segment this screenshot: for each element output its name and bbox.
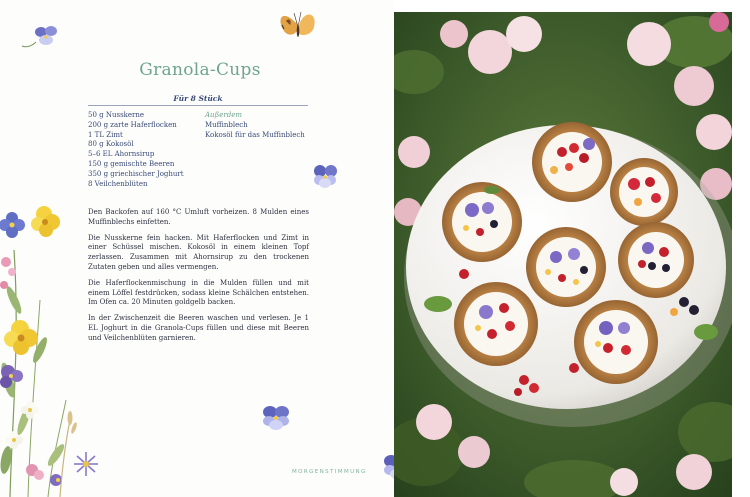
ingredient-item: 50 g Nusskerne [88,111,145,119]
ingredient-item: 1 TL Zimt [88,130,123,139]
extras-list [205,111,315,140]
extras-heading: Außerdem [205,111,242,119]
instruction-step: Die Haferflockenmischung in die Mulden füllen und mit einem Löffel festdrücken, sodass kleine Schälchen entstehen. Im Ofen ca. 20 Minuten goldgelb backen. [88,278,309,307]
instruction-step: In der Zwischenzeit die Beeren waschen und verlesen. Je 1 EL Joghurt in die Granola-Cups füllen und diese mit Beeren und Veilchenblüten garnieren. [88,314,309,342]
granola-cups-photo [394,12,732,497]
wildflower-border [0,206,98,497]
viola-flower-icon [314,165,337,188]
ingredient-item: 200 g zarte Haferflocken [88,120,177,129]
ingredient-item: 350 g griechischer Joghurt [88,169,184,178]
ingredient-item: 8 Veilchenblüten [88,179,148,188]
granola-cup [454,282,538,366]
instructions [88,208,309,350]
recipe-title: Granola-Cups [139,60,261,80]
viola-flower-icon [22,26,57,47]
granola-cup [610,158,678,226]
granola-cup [526,227,606,307]
viola-flower-icon [384,455,394,479]
extras-item: Kokosöl für das Muffinblech [205,130,305,139]
instruction-step: Den Backofen auf 160 °C Umluft vorheizen. 8 Mulden eines Muffinblechs einfetten. [88,208,309,226]
ingredient-item: 5–6 EL Ahornsirup [88,150,155,159]
ingredient-item: 80 g Kokosöl [88,140,134,149]
extras-item: Muffinblech [205,120,248,129]
granola-cup [574,300,658,384]
viola-flower-icon [263,406,289,430]
granola-cup [532,122,612,202]
granola-cup [618,222,694,298]
recipe-yield: Für 8 Stück [173,94,223,103]
divider [88,105,308,106]
photo-illustration [394,12,732,497]
ingredient-list [88,111,200,189]
ingredient-item: 150 g gemischte Beeren [88,159,175,168]
butterfly-icon [280,12,314,37]
page-footer: MORGENSTIMMUNG [292,469,367,475]
instruction-step: Die Nusskerne fein hacken. Mit Haferflocken und Zimt in einer Schüssel mischen. Kokosöl in einem kleinen Topf zerlassen. Zusammen mit Ahornsirup zu den trockenen Zutaten geben und alles vermengen. [88,233,309,271]
granola-cup [442,182,522,262]
